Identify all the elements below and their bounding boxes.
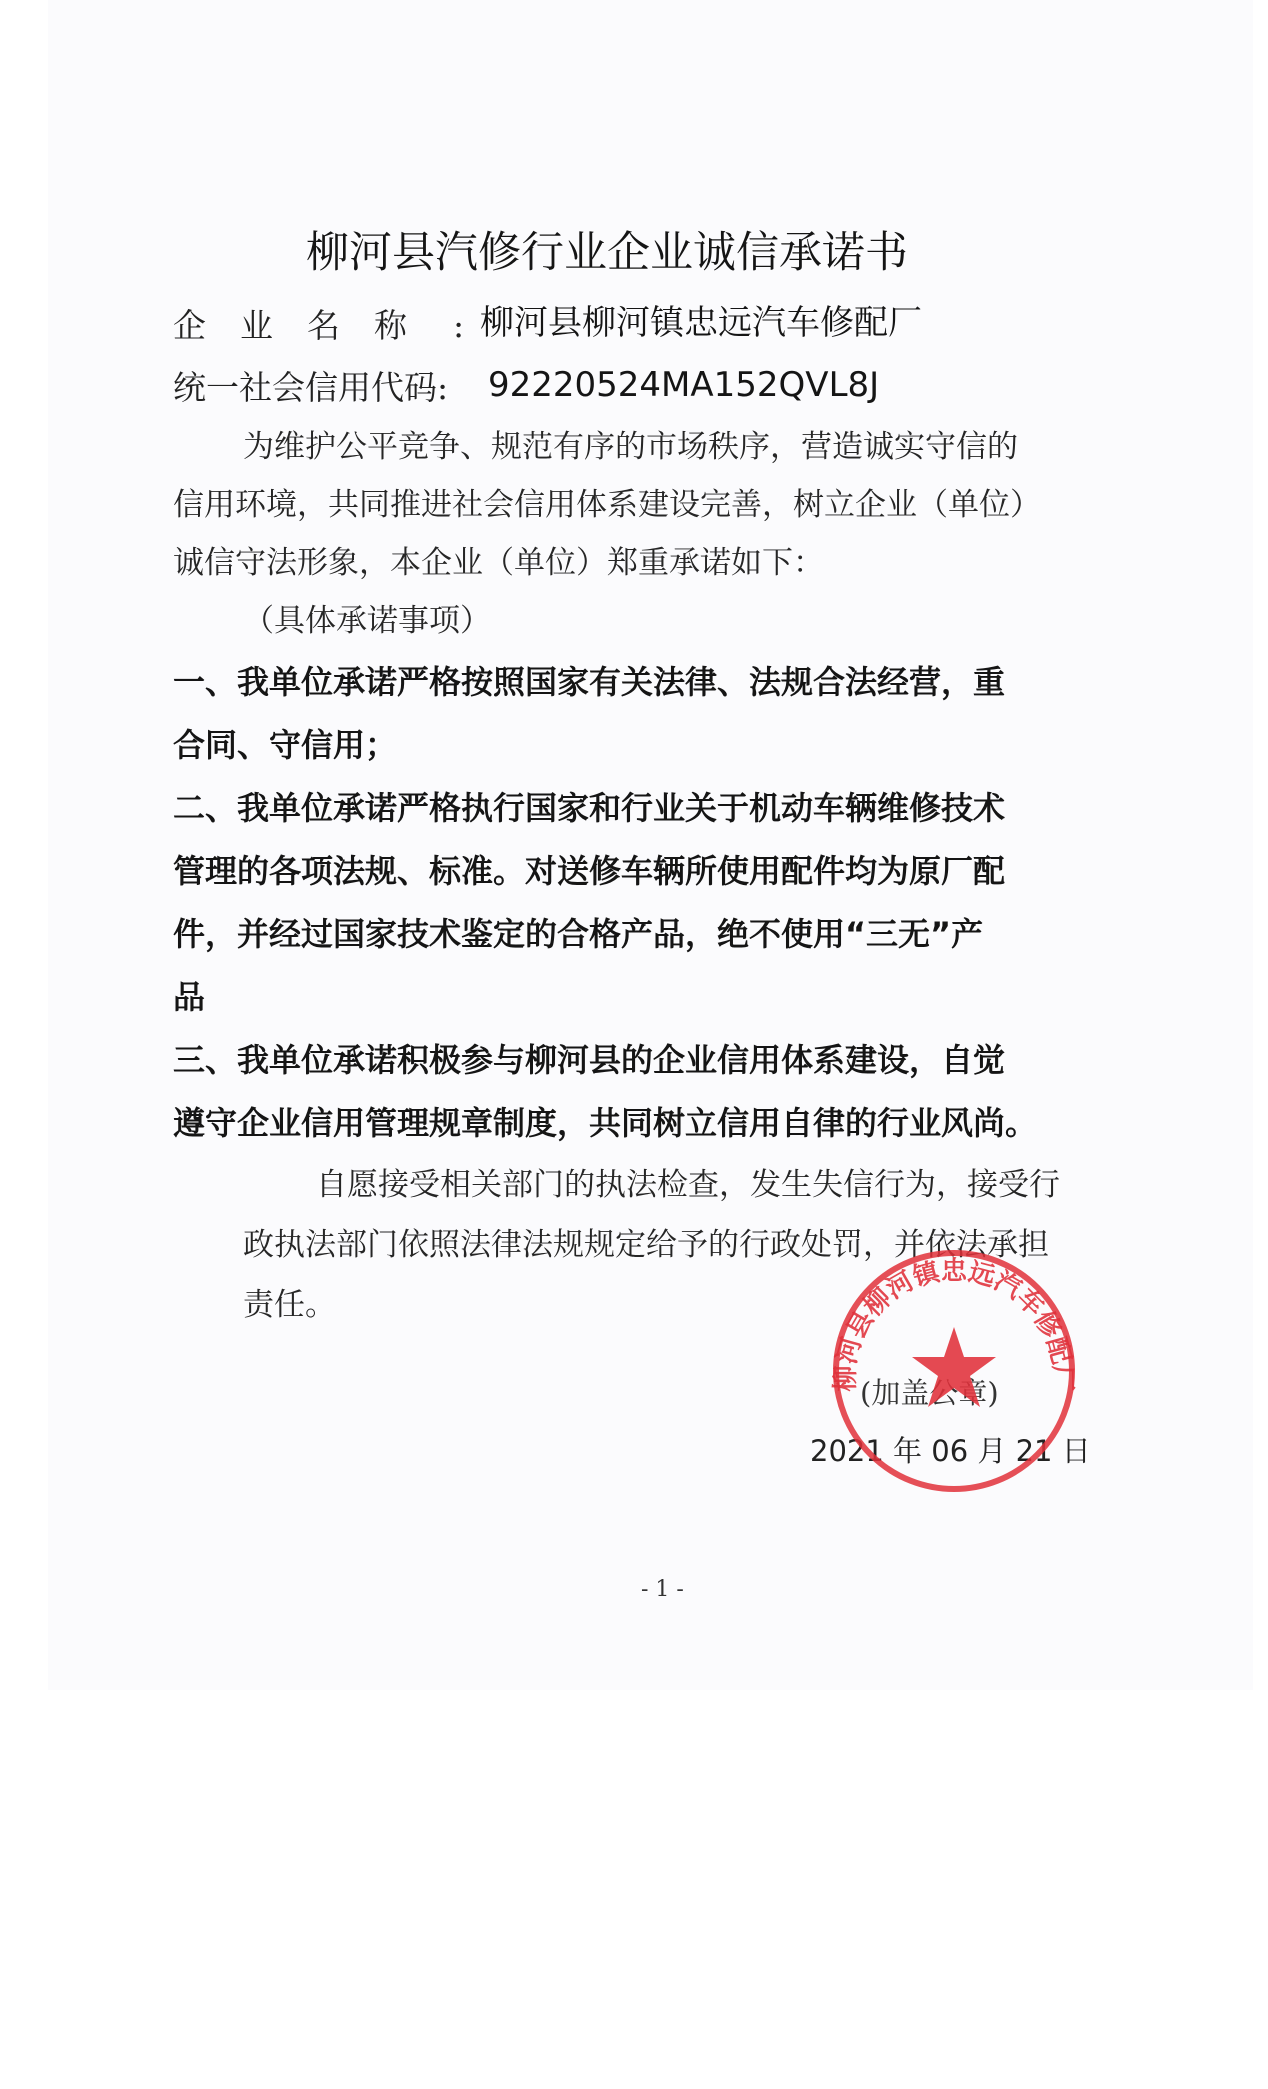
commitment-line: 合同、守信用； bbox=[173, 726, 398, 764]
seal-star-icon bbox=[912, 1327, 996, 1407]
commitment-line: 遵守企业信用管理规章制度，共同树立信用自律的行业风尚。 bbox=[173, 1104, 1038, 1142]
intro-line: 为维护公平竞争、规范有序的市场秩序，营造诚实守信的 bbox=[243, 429, 1018, 465]
commitment-line: 件，并经过国家技术鉴定的合格产品，绝不使用“三无”产 bbox=[173, 915, 984, 953]
credit-code-value: 92220524MA152QVL8J bbox=[488, 365, 880, 405]
closing-line: 政执法部门依照法律法规规定给予的行政处罚，并依法承担 bbox=[243, 1227, 1049, 1263]
intro-line: 信用环境，共同推进社会信用体系建设完善，树立企业（单位） bbox=[173, 487, 1041, 523]
intro-line: 诚信守法形象，本企业（单位）郑重承诺如下： bbox=[173, 545, 824, 581]
commitment-line: 管理的各项法规、标准。对送修车辆所使用配件均为原厂配 bbox=[173, 852, 1006, 890]
seal-text: 柳河县柳河镇忠远汽车修配厂 bbox=[830, 1256, 1078, 1392]
document-page bbox=[48, 0, 1253, 1690]
official-seal-label: (加盖公章) bbox=[860, 1376, 999, 1410]
commitment-line: 品 bbox=[173, 978, 206, 1016]
commitment-line: 二、我单位承诺严格执行国家和行业关于机动车辆维修技术 bbox=[173, 789, 1006, 827]
closing-line: 自愿接受相关部门的执法检查，发生失信行为，接受行 bbox=[316, 1167, 1060, 1203]
official-seal bbox=[828, 1245, 1080, 1497]
commitment-line: 一、我单位承诺严格按照国家有关法律、法规合法经营，重 bbox=[173, 663, 1006, 701]
page-number: - 1 - bbox=[641, 1577, 684, 1602]
signing-date: 2021 年 06 月 21 日 bbox=[810, 1434, 1091, 1468]
commitment-line: 三、我单位承诺积极参与柳河县的企业信用体系建设，自觉 bbox=[173, 1041, 1006, 1079]
document-title: 柳河县汽修行业企业诚信承诺书 bbox=[306, 228, 908, 278]
company-name-label: 企业名称 bbox=[173, 306, 441, 345]
company-name-value: 柳河县柳河镇忠远汽车修配厂 bbox=[480, 303, 922, 343]
credit-code-label: 统一社会信用代码: bbox=[173, 368, 449, 407]
commitments-subheading: （具体承诺事项） bbox=[243, 603, 491, 639]
closing-line: 责任。 bbox=[243, 1287, 336, 1323]
company-name-colon: : bbox=[453, 306, 465, 345]
